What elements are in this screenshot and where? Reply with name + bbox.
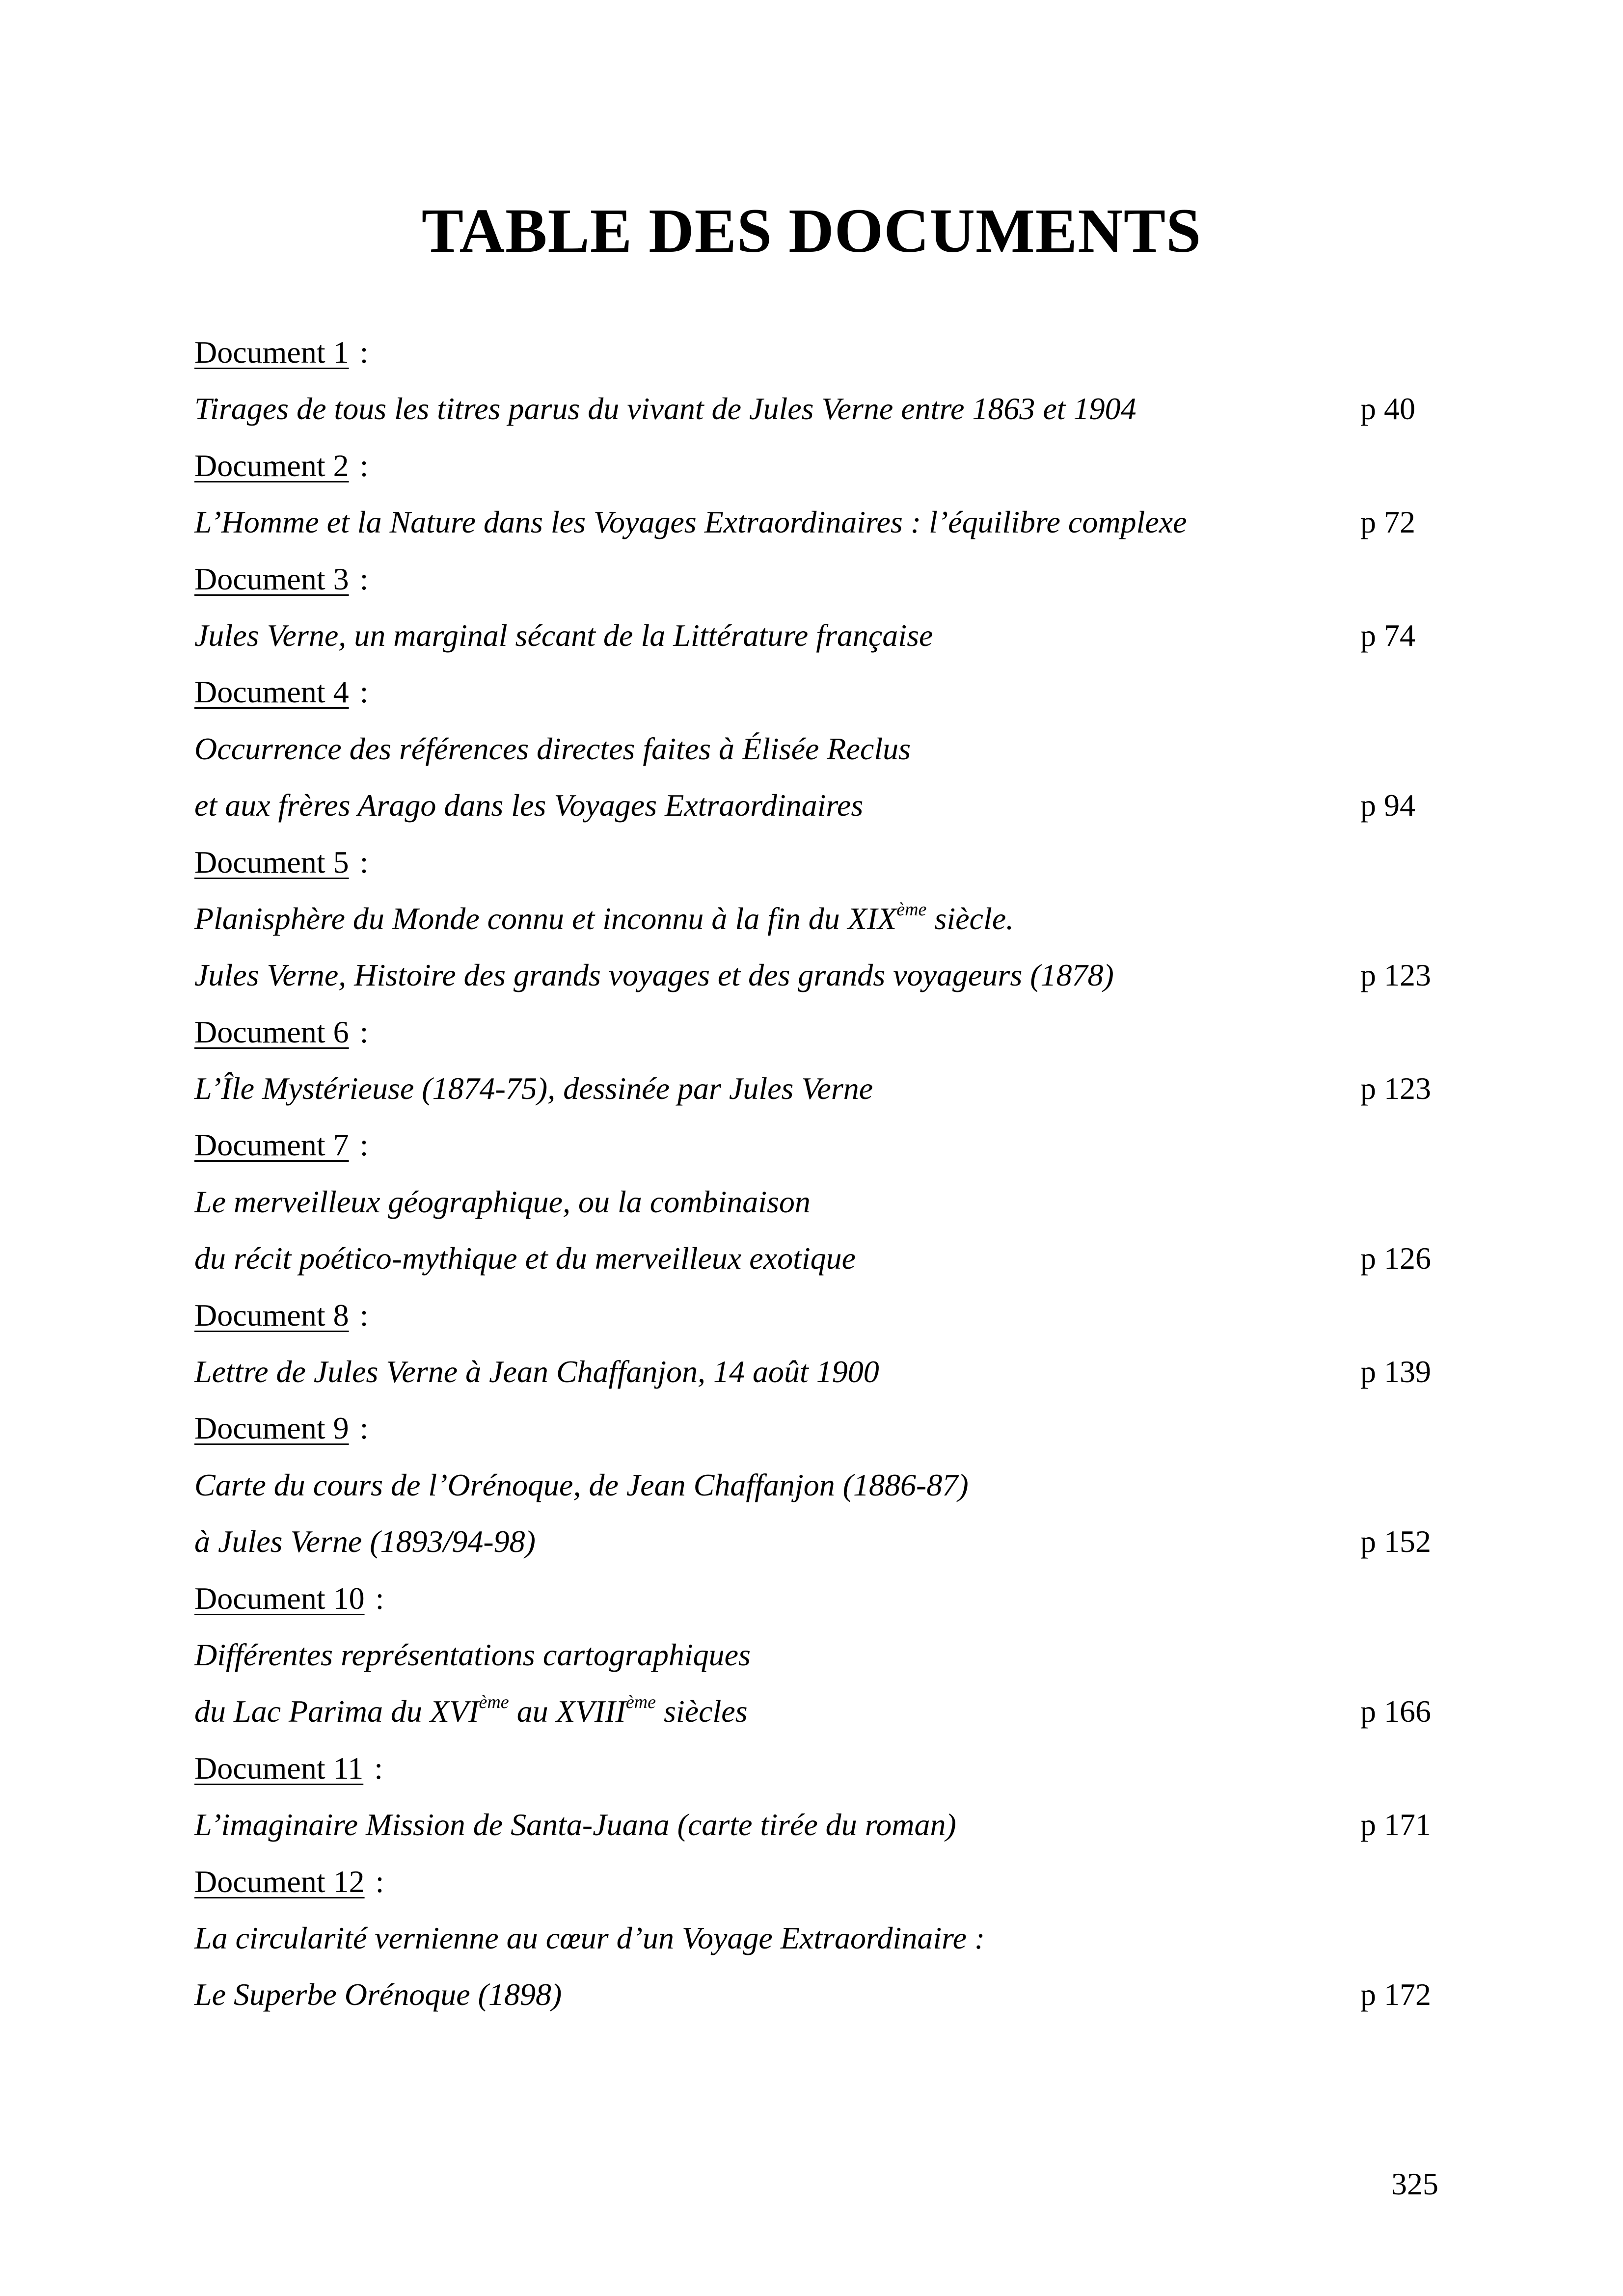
toc-entry-label: Document 6 : bbox=[194, 1014, 369, 1049]
table-of-documents bbox=[194, 324, 1490, 2023]
document-description: Jules Verne, un marginal sécant de la Littérature française bbox=[194, 617, 933, 653]
document-label: Document 12 bbox=[194, 1864, 365, 1899]
document-label: Document 6 bbox=[194, 1014, 349, 1049]
page-reference: p 139 bbox=[1360, 1354, 1431, 1389]
toc-entry-line bbox=[194, 777, 1490, 833]
toc-entry-line bbox=[194, 1796, 1490, 1853]
document-description: Carte du cours de l’Orénoque, de Jean Chaffanjon (1886-87) bbox=[194, 1467, 969, 1502]
document-description: L’Homme et la Nature dans les Voyages Extraordinaires : l’équilibre complexe bbox=[194, 505, 1187, 540]
toc-entry-label: Document 8 : bbox=[194, 1297, 369, 1333]
toc-entry-label: Document 4 : bbox=[194, 674, 369, 710]
page-title: TABLE DES DOCUMENTS bbox=[421, 196, 1202, 266]
page-reference: p 126 bbox=[1360, 1241, 1431, 1276]
toc-entry-label: Document 2 : bbox=[194, 448, 369, 483]
document-description: Le Superbe Orénoque (1898) bbox=[194, 1977, 562, 2012]
toc-entry-line bbox=[194, 1060, 1490, 1117]
document-label: Document 4 bbox=[194, 674, 349, 710]
document-description: à Jules Verne (1893/94-98) bbox=[194, 1524, 536, 1559]
toc-entry-line bbox=[194, 721, 1490, 777]
page-reference: p 166 bbox=[1360, 1694, 1431, 1729]
toc-entry-label: Document 11 : bbox=[194, 1750, 383, 1786]
toc-entry-line bbox=[194, 1966, 1490, 2023]
toc-entry-line bbox=[194, 1683, 1490, 1739]
toc-entry-line bbox=[194, 607, 1490, 664]
toc-entry-line bbox=[194, 1343, 1490, 1400]
document-description: L’Île Mystérieuse (1874-75), dessinée par Jules Verne bbox=[194, 1071, 873, 1106]
page-reference: p 40 bbox=[1360, 391, 1415, 427]
document-description: Jules Verne, Histoire des grands voyages et des grands voyageurs (1878) bbox=[194, 958, 1114, 993]
toc-entry-line bbox=[194, 380, 1490, 437]
document-description: Occurrence des références directes faites à Élisée Reclus bbox=[194, 731, 911, 766]
document-description: du Lac Parima du XVIème au XVIIIème siècles bbox=[194, 1692, 748, 1729]
page-reference: p 123 bbox=[1360, 1071, 1431, 1106]
page-reference: p 72 bbox=[1360, 505, 1415, 540]
page-reference: p 152 bbox=[1360, 1524, 1431, 1559]
toc-entry-line bbox=[194, 1457, 1490, 1513]
document-description: Lettre de Jules Verne à Jean Chaffanjon, 14 août 1900 bbox=[194, 1354, 879, 1389]
toc-entry-label: Document 1 : bbox=[194, 335, 369, 370]
page-reference: p 74 bbox=[1360, 617, 1415, 653]
page-reference: p 94 bbox=[1360, 788, 1415, 823]
toc-entry-line bbox=[194, 1513, 1490, 1570]
document-label: Document 9 bbox=[194, 1411, 349, 1446]
toc-entry-line bbox=[194, 1910, 1490, 1966]
page-reference: p 172 bbox=[1360, 1977, 1431, 2012]
document-label: Document 11 bbox=[194, 1750, 364, 1786]
document-label: Document 5 bbox=[194, 844, 349, 880]
document-label: Document 3 bbox=[194, 561, 349, 596]
toc-entry-line bbox=[194, 1627, 1490, 1683]
page-reference: p 171 bbox=[1360, 1807, 1431, 1842]
document-label: Document 2 bbox=[194, 448, 349, 483]
toc-entry-label: Document 7 : bbox=[194, 1127, 369, 1163]
document-label: Document 1 bbox=[194, 335, 349, 370]
document-description: et aux frères Arago dans les Voyages Extraordinaires bbox=[194, 788, 864, 823]
toc-entry-label: Document 10 : bbox=[194, 1580, 384, 1616]
document-description: Le merveilleux géographique, ou la combinaison bbox=[194, 1184, 811, 1219]
document-description: Planisphère du Monde connu et inconnu à la fin du XIXème siècle. bbox=[194, 899, 1014, 936]
page-number: 325 bbox=[1391, 2166, 1438, 2201]
toc-entry-label: Document 5 : bbox=[194, 844, 369, 880]
toc-entry-line bbox=[194, 1174, 1490, 1230]
document-label: Document 7 bbox=[194, 1127, 349, 1163]
document-description: L’imaginaire Mission de Santa-Juana (carte tirée du roman) bbox=[194, 1807, 956, 1842]
document-description: Tirages de tous les titres parus du vivant de Jules Verne entre 1863 et 1904 bbox=[194, 391, 1136, 427]
document-description: Différentes représentations cartographiques bbox=[194, 1637, 751, 1672]
document-description: La circularité vernienne au cœur d’un Voyage Extraordinaire : bbox=[194, 1920, 985, 1955]
page-reference: p 123 bbox=[1360, 958, 1431, 993]
toc-entry-label: Document 12 : bbox=[194, 1864, 384, 1899]
toc-entry-line bbox=[194, 1230, 1490, 1286]
toc-entry-line bbox=[194, 494, 1490, 550]
toc-entry-line bbox=[194, 890, 1490, 947]
toc-entry-line bbox=[194, 947, 1490, 1003]
document-label: Document 10 bbox=[194, 1580, 365, 1616]
toc-entry-label: Document 9 : bbox=[194, 1411, 369, 1446]
toc-entry-label: Document 3 : bbox=[194, 561, 369, 596]
document-label: Document 8 bbox=[194, 1297, 349, 1333]
document-description: du récit poético-mythique et du merveilleux exotique bbox=[194, 1241, 856, 1276]
